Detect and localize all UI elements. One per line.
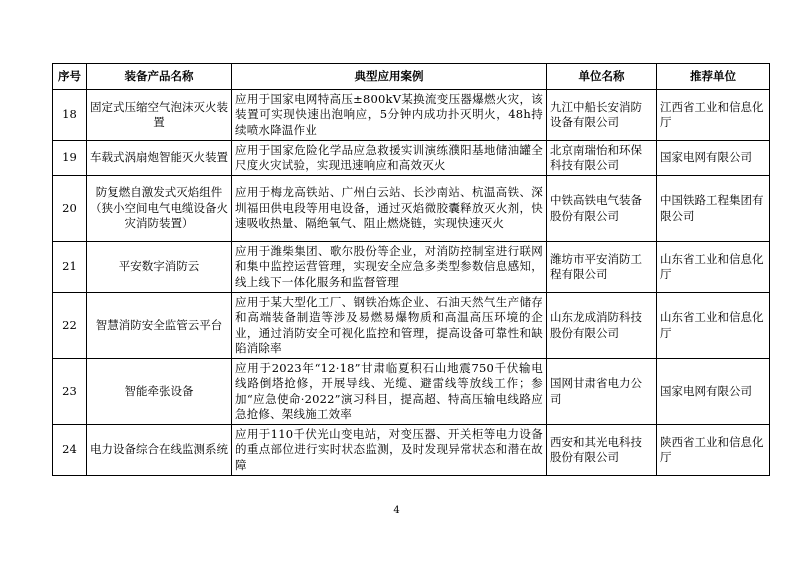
- table-row: [53, 425, 770, 476]
- header-product-name: 装备产品名称: [87, 64, 232, 90]
- equipment-table: [52, 63, 770, 476]
- recommender: 陕西省工业和信息化厅: [657, 425, 770, 476]
- row-number: 20: [53, 176, 87, 242]
- table-row: [53, 141, 770, 176]
- row-number: 21: [53, 242, 87, 293]
- table-header-row: [53, 64, 770, 90]
- application-case: 应用于110千伏光山变电站，对变压器、开关柜等电力设备的重点部位进行实时状态监测，及时发现异常状态和潜在故障: [232, 425, 547, 476]
- company-name: 山东龙成消防科技股份有限公司: [547, 293, 657, 359]
- application-case: 应用于国家电网特高压±800kV某换流变压器爆燃火灾，该装置可实现快速出泡响应，5分钟内成功扑灭明火，48h持续喷水降温作业: [232, 90, 547, 141]
- header-application-case: 典型应用案例: [232, 64, 547, 90]
- product-name: 防复燃自激发式灭焰组件（狭小空间电气电缆设备火灾消防装置）: [87, 176, 232, 242]
- row-number: 22: [53, 293, 87, 359]
- product-name: 固定式压缩空气泡沫灭火装置: [87, 90, 232, 141]
- product-name: 智能牵张设备: [87, 359, 232, 425]
- row-number: 23: [53, 359, 87, 425]
- page-number: 4: [393, 505, 400, 516]
- company-name: 潍坊市平安消防工程有限公司: [547, 242, 657, 293]
- application-case: 应用于梅龙高铁站、广州白云站、长沙南站、杭温高铁、深圳福田供电段等用电设备，通过灭焰微胶囊释放灭火剂，快速吸收热量、隔绝氧气、阻止燃烧链，实现快速灭火: [232, 176, 547, 242]
- table-row: [53, 293, 770, 359]
- row-number: 18: [53, 90, 87, 141]
- company-name: 北京南瑞怡和环保科技有限公司: [547, 141, 657, 176]
- table-row: [53, 90, 770, 141]
- header-index: 序号: [53, 64, 87, 90]
- company-name: 中铁高铁电气装备股份有限公司: [547, 176, 657, 242]
- recommender: 国家电网有限公司: [657, 141, 770, 176]
- product-name: 平安数字消防云: [87, 242, 232, 293]
- table-row: [53, 176, 770, 242]
- product-name: 智慧消防安全监管云平台: [87, 293, 232, 359]
- header-recommender: 推荐单位: [657, 64, 770, 90]
- recommender: 山东省工业和信息化厅: [657, 242, 770, 293]
- application-case: 应用于某大型化工厂、钢铁冶炼企业、石油天然气生产储存和高端装备制造等涉及易燃易爆物质和高温高压环境的企业，通过消防安全可视化监控和管理，提高设备可靠性和缺陷消除率: [232, 293, 547, 359]
- company-name: 九江中船长安消防设备有限公司: [547, 90, 657, 141]
- company-name: 西安和其光电科技股份有限公司: [547, 425, 657, 476]
- header-company-name: 单位名称: [547, 64, 657, 90]
- recommender: 江西省工业和信息化厅: [657, 90, 770, 141]
- application-case: 应用于2023年“12·18”甘肃临夏积石山地震750千伏输电线路倒塔抢修，开展导线、光缆、避雷线等放线工作；参加“应急使命·2022”演习科目，提高超、特高压输电线路应急抢修、架线施工效率: [232, 359, 547, 425]
- table-row: [53, 359, 770, 425]
- recommender: 山东省工业和信息化厅: [657, 293, 770, 359]
- application-case: 应用于国家危险化学品应急救援实训演练濮阳基地储油罐全尺度火灾试验，实现迅速响应和高效灭火: [232, 141, 547, 176]
- recommender: 国家电网有限公司: [657, 359, 770, 425]
- product-name: 车载式涡扇炮智能灭火装置: [87, 141, 232, 176]
- recommender: 中国铁路工程集团有限公司: [657, 176, 770, 242]
- company-name: 国网甘肃省电力公司: [547, 359, 657, 425]
- table-row: [53, 242, 770, 293]
- product-name: 电力设备综合在线监测系统: [87, 425, 232, 476]
- application-case: 应用于潍柴集团、歌尔股份等企业，对消防控制室进行联网和集中监控运营管理，实现安全应急多类型参数信息感知，线上线下一体化服务和监督管理: [232, 242, 547, 293]
- row-number: 19: [53, 141, 87, 176]
- row-number: 24: [53, 425, 87, 476]
